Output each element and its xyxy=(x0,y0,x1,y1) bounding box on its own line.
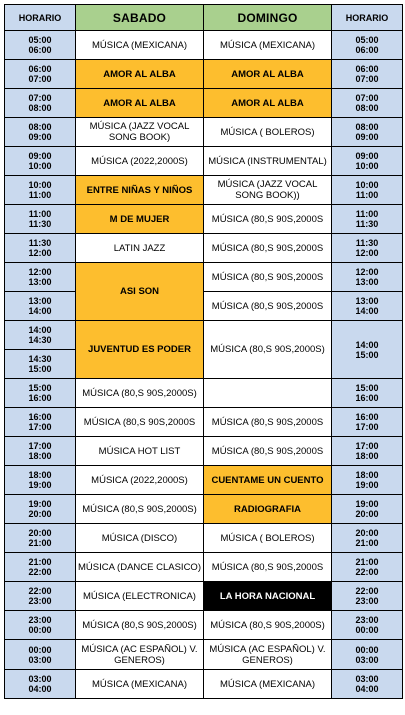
time-left xyxy=(5,176,76,205)
time-value: 21:00 xyxy=(28,557,52,567)
time-value: 13:00 xyxy=(355,277,379,287)
schedule-row xyxy=(5,408,403,437)
time-value: 11:30 xyxy=(28,238,52,248)
time-value: 11:00 xyxy=(355,190,379,200)
time-left xyxy=(5,495,76,524)
sabado-program: LATIN JAZZ xyxy=(76,234,204,263)
time-right xyxy=(332,263,403,292)
time-value: 17:00 xyxy=(355,441,379,451)
time-value: 10:00 xyxy=(355,161,379,171)
time-value: 06:00 xyxy=(355,45,379,55)
time-value: 14:00 xyxy=(28,325,52,335)
domingo-program: MÚSICA (AC ESPAÑOL) V. GENEROS) xyxy=(204,640,332,670)
domingo-program: AMOR AL ALBA xyxy=(204,89,332,118)
time-value: 00:00 xyxy=(28,625,52,635)
time-value: 21:00 xyxy=(355,557,379,567)
sabado-program: MÚSICA (DANCE CLASICO) xyxy=(76,553,204,582)
domingo-program: MÚSICA (80,S 90S,2000S) xyxy=(204,321,332,379)
time-right xyxy=(332,234,403,263)
time-value: 07:00 xyxy=(28,74,52,84)
time-value: 12:00 xyxy=(28,248,52,258)
schedule-row xyxy=(5,321,403,350)
time-value: 12:00 xyxy=(355,267,379,277)
time-value: 11:00 xyxy=(28,190,52,200)
sabado-program: MÚSICA (ELECTRONICA) xyxy=(76,582,204,611)
time-value: 18:00 xyxy=(28,451,52,461)
time-value: 04:00 xyxy=(28,684,52,694)
time-left xyxy=(5,263,76,292)
domingo-program: MÚSICA (MEXICANA) xyxy=(204,31,332,60)
time-value: 18:00 xyxy=(28,470,52,480)
time-value: 09:00 xyxy=(28,132,52,142)
domingo-program: MÚSICA (80,S 90S,2000S xyxy=(204,205,332,234)
time-value: 22:00 xyxy=(28,586,52,596)
sabado-program: MÚSICA (AC ESPAÑOL) V. GENEROS) xyxy=(76,640,204,670)
time-right xyxy=(332,205,403,234)
domingo-program: MÚSICA (80,S 90S,2000S xyxy=(204,408,332,437)
time-value: 14:00 xyxy=(355,339,379,350)
time-value: 09:00 xyxy=(355,151,379,161)
sabado-program: MÚSICA (80,S 90S,2000S) xyxy=(76,611,204,640)
time-value: 17:00 xyxy=(28,422,52,432)
time-left xyxy=(5,553,76,582)
time-right xyxy=(332,379,403,408)
time-value: 03:00 xyxy=(355,674,379,684)
sabado-program: AMOR AL ALBA xyxy=(76,89,204,118)
schedule-row xyxy=(5,147,403,176)
time-right xyxy=(332,553,403,582)
domingo-program: MÚSICA (80,S 90S,2000S xyxy=(204,437,332,466)
schedule-table xyxy=(4,4,403,699)
sabado-program: MÚSICA (MEXICANA) xyxy=(76,31,204,60)
schedule-body xyxy=(5,31,403,699)
time-right xyxy=(332,582,403,611)
domingo-program: MÚSICA (JAZZ VOCAL SONG BOOK)) xyxy=(204,176,332,205)
time-right xyxy=(332,176,403,205)
time-value: 08:00 xyxy=(28,103,52,113)
domingo-program: MÚSICA (80,S 90S,2000S) xyxy=(204,611,332,640)
time-value: 13:00 xyxy=(28,296,52,306)
schedule-row xyxy=(5,205,403,234)
domingo-program: MÚSICA ( BOLEROS) xyxy=(204,524,332,553)
time-value: 15:00 xyxy=(28,364,52,374)
time-right xyxy=(332,495,403,524)
time-right xyxy=(332,60,403,89)
domingo-program: MÚSICA (INSTRUMENTAL) xyxy=(204,147,332,176)
time-value: 03:00 xyxy=(28,654,52,665)
time-left xyxy=(5,205,76,234)
time-right xyxy=(332,611,403,640)
time-value: 00:00 xyxy=(355,625,379,635)
time-value: 03:00 xyxy=(28,674,52,684)
schedule-row xyxy=(5,31,403,60)
time-left xyxy=(5,466,76,495)
time-value: 06:00 xyxy=(28,45,52,55)
time-value: 15:00 xyxy=(355,383,379,393)
time-value: 17:00 xyxy=(355,422,379,432)
time-value: 19:00 xyxy=(355,499,379,509)
sabado-program: MÚSICA (DISCO) xyxy=(76,524,204,553)
domingo-program xyxy=(204,379,332,408)
domingo-program: LA HORA NACIONAL xyxy=(204,582,332,611)
domingo-program: CUENTAME UN CUENTO xyxy=(204,466,332,495)
sabado-program: MÚSICA HOT LIST xyxy=(76,437,204,466)
time-right xyxy=(332,31,403,60)
time-value: 03:00 xyxy=(355,654,379,665)
time-left xyxy=(5,379,76,408)
header-row xyxy=(5,5,403,31)
schedule-row xyxy=(5,89,403,118)
time-left xyxy=(5,321,76,350)
time-value: 20:00 xyxy=(28,528,52,538)
domingo-program: MÚSICA (MEXICANA) xyxy=(204,670,332,699)
time-left xyxy=(5,408,76,437)
time-value: 17:00 xyxy=(28,441,52,451)
time-value: 18:00 xyxy=(355,451,379,461)
header-domingo: DOMINGO xyxy=(204,5,332,31)
time-value: 12:00 xyxy=(355,248,379,258)
time-value: 20:00 xyxy=(355,509,379,519)
time-value: 20:00 xyxy=(355,528,379,538)
time-value: 22:00 xyxy=(355,586,379,596)
schedule-row xyxy=(5,466,403,495)
domingo-program: MÚSICA (80,S 90S,2000S xyxy=(204,292,332,321)
schedule-row xyxy=(5,60,403,89)
schedule-row xyxy=(5,379,403,408)
schedule-row xyxy=(5,640,403,670)
time-value: 06:00 xyxy=(28,64,52,74)
time-left xyxy=(5,147,76,176)
time-value: 19:00 xyxy=(355,480,379,490)
schedule-row xyxy=(5,495,403,524)
time-value: 19:00 xyxy=(28,499,52,509)
header-horario-right: HORARIO xyxy=(332,5,403,31)
time-value: 16:00 xyxy=(28,393,52,403)
sabado-program: MÚSICA (JAZZ VOCAL SONG BOOK) xyxy=(76,118,204,147)
time-right xyxy=(332,524,403,553)
time-value: 06:00 xyxy=(355,64,379,74)
time-left xyxy=(5,670,76,699)
time-right xyxy=(332,321,403,379)
domingo-program: MÚSICA (80,S 90S,2000S xyxy=(204,553,332,582)
time-left xyxy=(5,60,76,89)
time-value: 07:00 xyxy=(355,74,379,84)
time-value: 00:00 xyxy=(28,644,52,655)
sabado-program: MÚSICA (80,S 90S,2000S) xyxy=(76,495,204,524)
time-value: 12:00 xyxy=(28,267,52,277)
schedule-row xyxy=(5,118,403,147)
time-value: 13:00 xyxy=(28,277,52,287)
time-value: 22:00 xyxy=(28,567,52,577)
time-left xyxy=(5,89,76,118)
time-left xyxy=(5,31,76,60)
time-value: 23:00 xyxy=(28,596,52,606)
time-left xyxy=(5,611,76,640)
time-value: 04:00 xyxy=(355,684,379,694)
time-value: 23:00 xyxy=(355,596,379,606)
time-right xyxy=(332,640,403,670)
time-left xyxy=(5,292,76,321)
sabado-program: AMOR AL ALBA xyxy=(76,60,204,89)
time-value: 11:30 xyxy=(355,238,379,248)
time-left xyxy=(5,582,76,611)
time-value: 16:00 xyxy=(355,412,379,422)
time-value: 07:00 xyxy=(28,93,52,103)
sabado-program: MÚSICA (2022,2000S) xyxy=(76,147,204,176)
time-right xyxy=(332,466,403,495)
schedule-row xyxy=(5,437,403,466)
time-value: 13:00 xyxy=(355,296,379,306)
sabado-program: ENTRE NIÑAS Y NIÑOS xyxy=(76,176,204,205)
time-value: 05:00 xyxy=(355,35,379,45)
time-value: 16:00 xyxy=(355,393,379,403)
time-value: 21:00 xyxy=(28,538,52,548)
time-left xyxy=(5,524,76,553)
time-value: 05:00 xyxy=(28,35,52,45)
time-value: 11:00 xyxy=(28,209,52,219)
time-value: 08:00 xyxy=(355,122,379,132)
time-value: 11:00 xyxy=(355,209,379,219)
time-right xyxy=(332,147,403,176)
time-value: 22:00 xyxy=(355,567,379,577)
schedule-row xyxy=(5,524,403,553)
schedule-row xyxy=(5,611,403,640)
sabado-program: MÚSICA (80,S 90S,2000S xyxy=(76,408,204,437)
schedule-row xyxy=(5,234,403,263)
time-value: 10:00 xyxy=(28,161,52,171)
time-value: 10:00 xyxy=(28,180,52,190)
domingo-program: RADIOGRAFIA xyxy=(204,495,332,524)
time-value: 08:00 xyxy=(355,103,379,113)
header-horario-left: HORARIO xyxy=(5,5,76,31)
time-value: 09:00 xyxy=(355,132,379,142)
sabado-program: MÚSICA (80,S 90S,2000S) xyxy=(76,379,204,408)
schedule-row xyxy=(5,670,403,699)
time-left xyxy=(5,350,76,379)
time-value: 09:00 xyxy=(28,151,52,161)
time-right xyxy=(332,670,403,699)
time-right xyxy=(332,408,403,437)
time-value: 23:00 xyxy=(28,615,52,625)
domingo-program: AMOR AL ALBA xyxy=(204,60,332,89)
time-right xyxy=(332,437,403,466)
sabado-program: JUVENTUD ES PODER xyxy=(76,321,204,379)
time-right xyxy=(332,118,403,147)
time-value: 11:30 xyxy=(355,219,379,229)
domingo-program: MÚSICA ( BOLEROS) xyxy=(204,118,332,147)
sabado-program: MÚSICA (MEXICANA) xyxy=(76,670,204,699)
sabado-program: ASI SON xyxy=(76,263,204,321)
time-value: 15:00 xyxy=(28,383,52,393)
time-value: 21:00 xyxy=(355,538,379,548)
schedule-row xyxy=(5,582,403,611)
time-value: 14:30 xyxy=(28,335,52,345)
schedule-row xyxy=(5,292,403,321)
time-value: 00:00 xyxy=(355,644,379,655)
sabado-program: M DE MUJER xyxy=(76,205,204,234)
time-value: 20:00 xyxy=(28,509,52,519)
time-value: 14:30 xyxy=(28,354,52,364)
time-value: 23:00 xyxy=(355,615,379,625)
sabado-program: MÚSICA (2022,2000S) xyxy=(76,466,204,495)
time-right xyxy=(332,292,403,321)
time-value: 16:00 xyxy=(28,412,52,422)
time-value: 11:30 xyxy=(28,219,52,229)
schedule-row xyxy=(5,176,403,205)
time-value: 15:00 xyxy=(355,349,379,360)
schedule-row xyxy=(5,553,403,582)
time-value: 19:00 xyxy=(28,480,52,490)
time-left xyxy=(5,118,76,147)
time-value: 07:00 xyxy=(355,93,379,103)
time-value: 14:00 xyxy=(28,306,52,316)
time-right xyxy=(332,89,403,118)
time-value: 10:00 xyxy=(355,180,379,190)
time-value: 18:00 xyxy=(355,470,379,480)
time-left xyxy=(5,437,76,466)
domingo-program: MÚSICA (80,S 90S,2000S xyxy=(204,263,332,292)
time-left xyxy=(5,234,76,263)
time-value: 14:00 xyxy=(355,306,379,316)
schedule-row xyxy=(5,263,403,292)
header-sabado: SABADO xyxy=(76,5,204,31)
time-value: 08:00 xyxy=(28,122,52,132)
time-left xyxy=(5,640,76,670)
domingo-program: MÚSICA (80,S 90S,2000S xyxy=(204,234,332,263)
